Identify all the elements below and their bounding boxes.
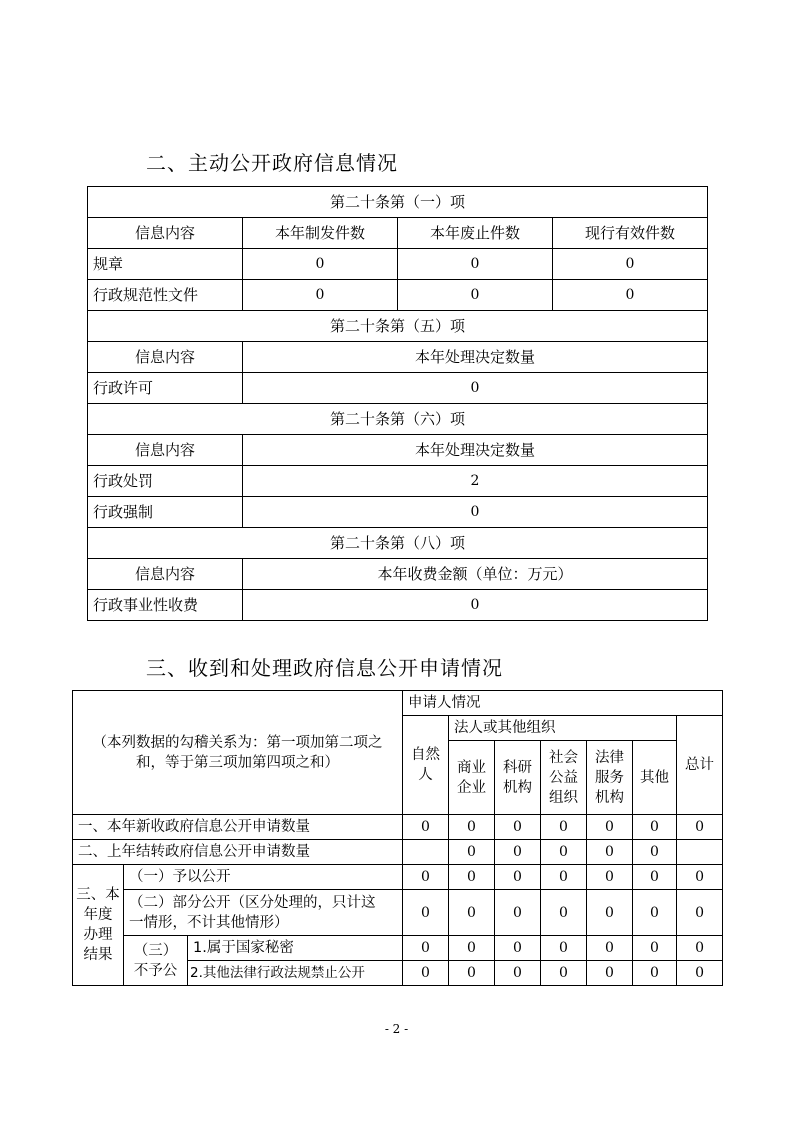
applicant-header: 申请人情况 xyxy=(403,691,723,716)
section3-title: 三、收到和处理政府信息公开申请情况 xyxy=(146,656,503,680)
application-table xyxy=(72,690,723,986)
table-row xyxy=(73,840,723,865)
cell-value: 0 xyxy=(243,373,708,404)
natural-person-header xyxy=(403,716,449,815)
cell-value: 0 xyxy=(403,865,449,890)
label-line: 一情形，不计其他情形） xyxy=(129,914,289,931)
cell-value: 0 xyxy=(495,890,541,936)
cell-value: 0 xyxy=(243,497,708,528)
cell-value: 0 xyxy=(243,280,398,311)
cell-value: 0 xyxy=(541,815,587,840)
cell-value: 0 xyxy=(495,961,541,986)
row-label: 行政处罚 xyxy=(88,466,243,497)
cell-value: 0 xyxy=(587,840,633,865)
cell-value: 0 xyxy=(541,840,587,865)
art1-header-valid: 现行有效件数 xyxy=(553,218,708,249)
cell-value: 0 xyxy=(243,590,708,621)
note-line: 和，等于第三项加第四项之和） xyxy=(136,754,339,771)
header-line: 人 xyxy=(418,767,433,783)
table-row xyxy=(73,815,723,840)
header-line: 组织 xyxy=(549,789,578,806)
research-header xyxy=(495,741,541,815)
section2-title: 二、主动公开政府信息情况 xyxy=(146,151,398,175)
cell-value: 0 xyxy=(449,890,495,936)
cell-value: 0 xyxy=(633,890,677,936)
other-header: 其他 xyxy=(633,741,677,815)
cell-value: 0 xyxy=(553,249,708,280)
cell-value: 0 xyxy=(495,936,541,961)
header-line: 企业 xyxy=(457,779,486,796)
header-line: 机构 xyxy=(503,779,532,796)
table-row xyxy=(88,249,708,280)
cell-value: 0 xyxy=(495,865,541,890)
cell-value: 0 xyxy=(633,815,677,840)
cell-value: 0 xyxy=(398,249,553,280)
cell-value: 0 xyxy=(449,936,495,961)
cell-value: 0 xyxy=(403,936,449,961)
cell-value: 0 xyxy=(633,936,677,961)
note-line: （本列数据的勾稽关系为：第一项加第二项之 xyxy=(92,734,383,751)
cell-value: 0 xyxy=(541,936,587,961)
cell-value: 0 xyxy=(587,936,633,961)
table-row xyxy=(88,590,708,621)
cell-value: 0 xyxy=(449,840,495,865)
art6-header-count: 本年处理决定数量 xyxy=(243,435,708,466)
cell-value: 0 xyxy=(495,840,541,865)
art1-header-issued: 本年制发件数 xyxy=(243,218,398,249)
cell-value: 0 xyxy=(677,815,723,840)
row-label: 规章 xyxy=(88,249,243,280)
cell-value: 0 xyxy=(541,961,587,986)
cell-value: 0 xyxy=(449,815,495,840)
art1-header-abolished: 本年废止件数 xyxy=(398,218,553,249)
cell-value: 2 xyxy=(243,466,708,497)
header-line: 科研 xyxy=(503,759,532,776)
cell-value: 0 xyxy=(677,961,723,986)
cell-value xyxy=(403,840,449,865)
label-line: 三、本 xyxy=(76,887,120,903)
cell-value: 0 xyxy=(243,249,398,280)
proactive-disclosure-table xyxy=(87,186,708,621)
art6-title: 第二十条第（六）项 xyxy=(88,404,708,435)
cell-value: 0 xyxy=(495,815,541,840)
cell-value: 0 xyxy=(677,936,723,961)
cell-value: 0 xyxy=(541,890,587,936)
not-disclosed-group-label xyxy=(124,936,188,986)
art5-header-count: 本年处理决定数量 xyxy=(243,342,708,373)
row-label: 一、本年新收政府信息公开申请数量 xyxy=(73,815,403,840)
cell-value: 0 xyxy=(403,815,449,840)
legal-service-header xyxy=(587,741,633,815)
art8-header-amount: 本年收费金额（单位：万元） xyxy=(243,559,708,590)
cell-value: 0 xyxy=(633,865,677,890)
art8-title: 第二十条第（八）项 xyxy=(88,528,708,559)
cell-value: 0 xyxy=(541,865,587,890)
header-line: 商业 xyxy=(457,759,486,776)
art8-header-content: 信息内容 xyxy=(88,559,243,590)
cell-value xyxy=(677,840,723,865)
art1-header-content: 信息内容 xyxy=(88,218,243,249)
row-label: 行政强制 xyxy=(88,497,243,528)
label-line: 不予公 xyxy=(133,962,178,979)
business-header xyxy=(449,741,495,815)
table-row xyxy=(73,865,723,890)
label-line: （二）部分公开（区分处理的，只计这 xyxy=(129,894,376,911)
cell-value: 0 xyxy=(587,961,633,986)
total-header: 总计 xyxy=(677,716,723,815)
header-line: 自然 xyxy=(411,747,440,763)
cell-value: 0 xyxy=(449,961,495,986)
row-label: （一）予以公开 xyxy=(124,865,403,890)
art5-header-content: 信息内容 xyxy=(88,342,243,373)
row-label: 二、上年结转政府信息公开申请数量 xyxy=(73,840,403,865)
cell-value: 0 xyxy=(553,280,708,311)
header-line: 服务 xyxy=(595,769,624,786)
page-number: - 2 - xyxy=(384,1022,409,1036)
header-line: 法律 xyxy=(595,749,624,766)
label-line: （三） xyxy=(133,942,178,959)
table-row xyxy=(88,497,708,528)
cell-value: 0 xyxy=(403,890,449,936)
art1-title: 第二十条第（一）项 xyxy=(88,187,708,218)
header-line: 社会 xyxy=(549,749,578,766)
social-org-header xyxy=(541,741,587,815)
table-row xyxy=(88,280,708,311)
header-line: 公益 xyxy=(549,769,578,786)
label-line: 办理 xyxy=(83,927,113,943)
cell-value: 0 xyxy=(398,280,553,311)
cell-value: 0 xyxy=(677,890,723,936)
result-group-label xyxy=(73,865,124,986)
label-line: 结果 xyxy=(83,947,113,963)
table-row xyxy=(88,466,708,497)
table-row xyxy=(73,936,723,961)
row-label: 行政许可 xyxy=(88,373,243,404)
row-label: 2.其他法律行政法规禁止公开 xyxy=(188,961,403,986)
art5-title: 第二十条第（五）项 xyxy=(88,311,708,342)
label-line: 年度 xyxy=(83,907,113,923)
cell-value: 0 xyxy=(633,961,677,986)
cell-value: 0 xyxy=(587,815,633,840)
cell-value: 0 xyxy=(633,840,677,865)
table-row xyxy=(73,890,723,936)
row-label: 行政规范性文件 xyxy=(88,280,243,311)
cell-value: 0 xyxy=(677,865,723,890)
header-line: 机构 xyxy=(595,789,624,806)
legal-person-group-header: 法人或其他组织 xyxy=(449,716,677,741)
cell-value: 0 xyxy=(449,865,495,890)
table-row xyxy=(88,373,708,404)
art6-header-content: 信息内容 xyxy=(88,435,243,466)
row-label: 行政事业性收费 xyxy=(88,590,243,621)
calculation-note xyxy=(73,691,403,815)
row-label: 1.属于国家秘密 xyxy=(188,936,403,961)
cell-value: 0 xyxy=(403,961,449,986)
row-label xyxy=(124,890,403,936)
cell-value: 0 xyxy=(587,865,633,890)
cell-value: 0 xyxy=(587,890,633,936)
